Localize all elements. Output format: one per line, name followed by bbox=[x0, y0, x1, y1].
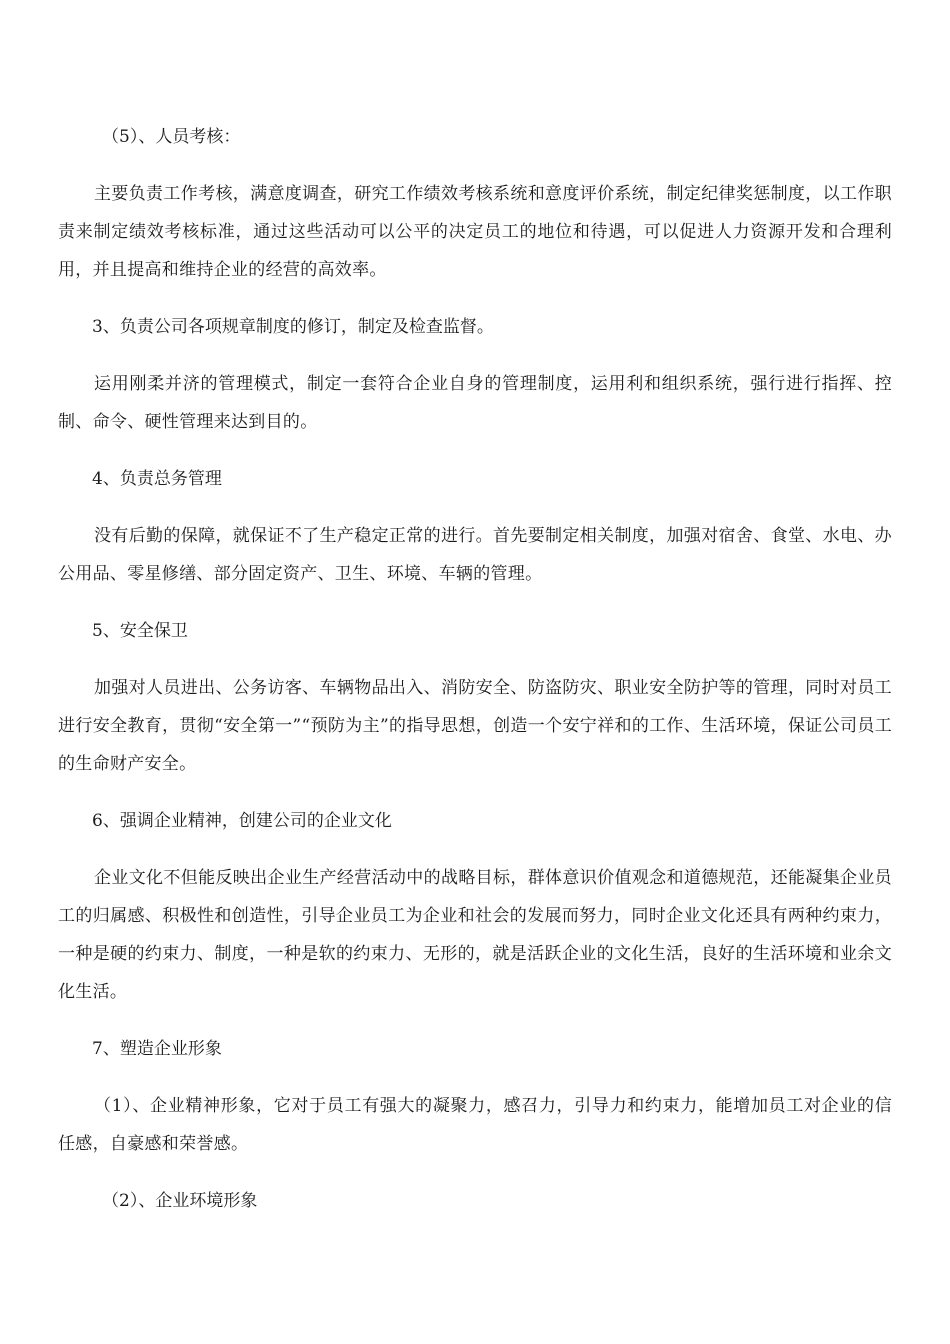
section-heading-environment-image: （2）、企业环境形象 bbox=[102, 1191, 258, 1211]
paragraph-personnel-assessment: 主要负责工作考核，满意度调查，研究工作绩效考核系统和意度评价系统，制定纪律奖惩制度，以工作职责来制定绩效考核标准，通过这些活动可以公平的决定员工的地位和待遇，可以促进人力资源开发和合理利用，并且提高和维持企业的经营的高效率。 bbox=[58, 184, 892, 280]
paragraph-security: 加强对人员进出、公务访客、车辆物品出入、消防安全、防盗防灾、职业安全防护等的管理，同时对员工进行安全教育，贯彻“安全第一”“预防为主”的指导思想，创造一个安宁祥和的工作、生活环境，保证公司员工的生命财产安全。 bbox=[58, 678, 892, 774]
section-heading-corporate-image: 7、塑造企业形象 bbox=[92, 1039, 222, 1059]
paragraph-corporate-spirit-image: （1）、企业精神形象，它对于员工有强大的凝聚力，感召力，引导力和约束力，能增加员工对企业的信任感，自豪感和荣誉感。 bbox=[58, 1096, 892, 1154]
section-heading-rules-revision: 3、负责公司各项规章制度的修订，制定及检查监督。 bbox=[92, 317, 494, 337]
section-heading-security: 5、安全保卫 bbox=[92, 621, 188, 641]
section-heading-general-affairs: 4、负责总务管理 bbox=[92, 469, 222, 489]
paragraph-general-affairs: 没有后勤的保障，就保证不了生产稳定正常的进行。首先要制定相关制度，加强对宿舍、食堂、水电、办公用品、零星修缮、部分固定资产、卫生、环境、车辆的管理。 bbox=[58, 526, 892, 584]
section-heading-personnel-assessment: （5）、人员考核： bbox=[102, 127, 241, 147]
document-page bbox=[58, 118, 892, 1220]
paragraph-corporate-culture: 企业文化不但能反映出企业生产经营活动中的战略目标，群体意识价值观念和道德规范，还能凝集企业员工的归属感、积极性和创造性，引导企业员工为企业和社会的发展而努力，同时企业文化还具有两种约束力，一种是硬的约束力、制度，一种是软的约束力、无形的，就是活跃企业的文化生活，良好的生活环境和业余文化生活。 bbox=[58, 868, 892, 1002]
section-heading-corporate-culture: 6、强调企业精神，创建公司的企业文化 bbox=[92, 811, 392, 831]
paragraph-rules-revision: 运用刚柔并济的管理模式，制定一套符合企业自身的管理制度，运用利和组织系统，强行进行指挥、控制、命令、硬性管理来达到目的。 bbox=[58, 374, 892, 432]
